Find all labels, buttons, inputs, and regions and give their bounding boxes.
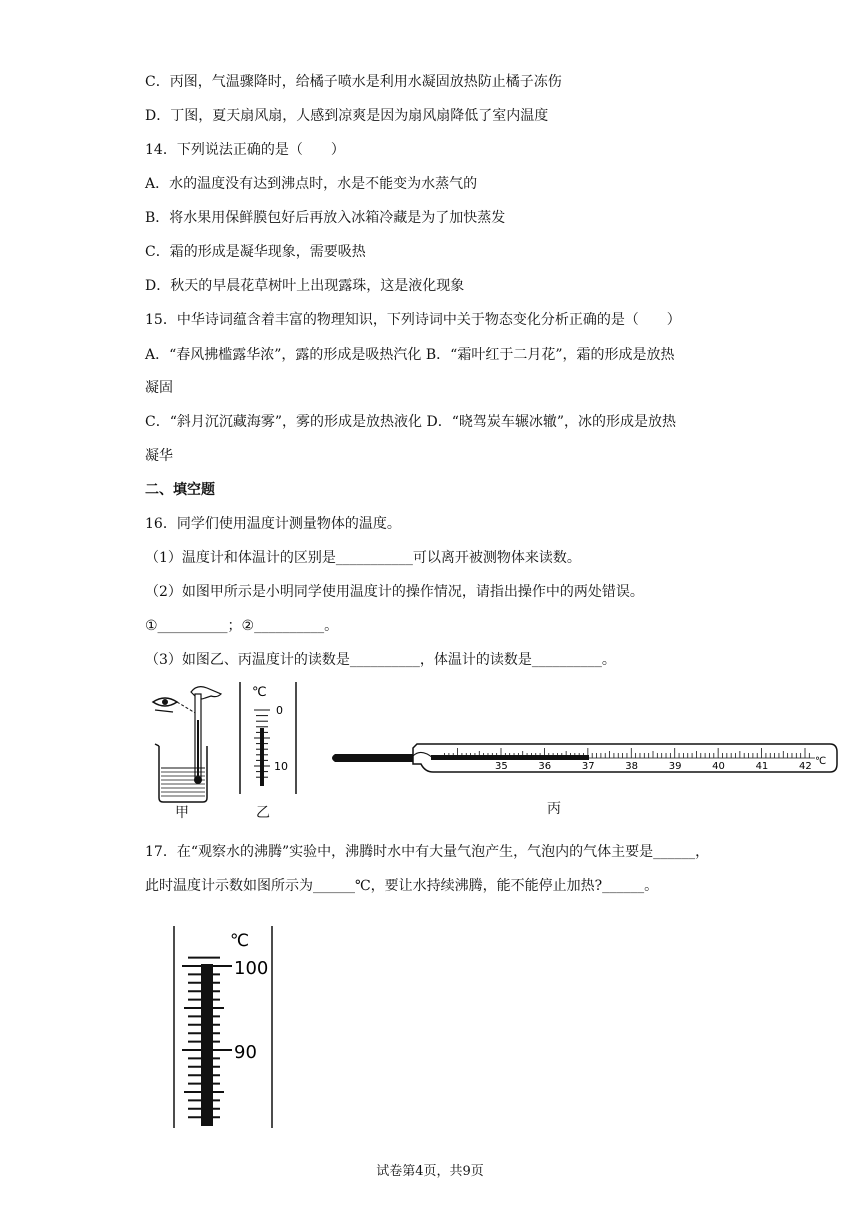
thermometer-90-100 [168, 924, 288, 1130]
question-16-part-3: （3）如图乙、丙温度计的读数是__________，体温计的读数是__________。 [145, 652, 616, 668]
option-a-14: A．水的温度没有达到沸点时，水是不能变为水蒸气的 [145, 176, 478, 192]
option-c-14: C．霜的形成是凝华现象，需要吸热 [145, 244, 366, 260]
beaker-thermometer-diagram [145, 680, 235, 820]
q17-tick-90: 90 [234, 1042, 257, 1063]
yi-tick-0: 0 [276, 704, 283, 717]
clinical-thermometer [325, 728, 840, 784]
bing-tick-label: 40 [712, 761, 725, 772]
bing-tick-label: 36 [538, 761, 552, 772]
bing-tick-label: 35 [495, 761, 508, 772]
yi-tick-10: 10 [274, 760, 288, 773]
figure-jia [145, 680, 235, 820]
option-c-13: C．丙图，气温骤降时，给橘子喷水是利用水凝固放热防止橘子冻伤 [145, 74, 562, 90]
bing-tick-label: 41 [755, 761, 769, 772]
figure-yi-label: 乙 [256, 805, 270, 821]
options-ab-15-wrap: 凝固 [145, 380, 173, 396]
options-cd-15: C．“斜月沉沉藏海雾”，雾的形成是放热液化 D．“晓驾炭车辗冰辙”，冰的形成是放热 [145, 414, 677, 430]
page-footer: 试卷第4页，共9页 [376, 1164, 484, 1179]
question-17-stem-cont: 此时温度计示数如图所示为______℃，要让水持续沸腾，能不能停止加热?______。 [145, 878, 659, 894]
question-16-part-2-blanks: ①__________；②__________。 [145, 618, 339, 634]
bing-unit: ℃ [815, 756, 827, 767]
question-16-part-1: （1）温度计和体温计的区别是___________可以离开被测物体来读数。 [145, 550, 581, 566]
options-cd-15-wrap: 凝华 [145, 448, 173, 464]
yi-unit: ℃ [252, 685, 267, 700]
bing-tick-label: 38 [625, 761, 639, 772]
figure-bing [325, 728, 840, 828]
options-ab-15: A．“春风拂槛露华浓”，露的形成是吸热汽化 B．“霜叶红于二月花”，霜的形成是放热 [145, 347, 675, 363]
option-d-14: D．秋天的早晨花草树叶上出现露珠，这是液化现象 [145, 278, 465, 294]
q17-unit: ℃ [230, 931, 250, 951]
question-14-stem: 14．下列说法正确的是（ ） [145, 142, 345, 158]
question-16-stem: 16．同学们使用温度计测量物体的温度。 [145, 516, 401, 532]
figure-yi [232, 680, 302, 820]
bing-tick-label: 37 [581, 761, 595, 772]
question-15-stem: 15．中华诗词蕴含着丰富的物理知识，下列诗词中关于物态变化分析正确的是（ ） [145, 312, 681, 328]
thermometer-yi [232, 680, 302, 800]
option-b-14: B．将水果用保鲜膜包好后再放入冰箱冷藏是为了加快蒸发 [145, 210, 506, 226]
bing-tick-label: 39 [668, 761, 682, 772]
figure-q17-thermometer [168, 924, 288, 1130]
section-heading-fill-blank: 二、填空题 [145, 482, 215, 498]
bing-tick-label: 42 [799, 761, 812, 772]
figure-bing-label: 丙 [547, 801, 561, 817]
question-17-stem: 17．在“观察水的沸腾”实验中，沸腾时水中有大量气泡产生，气泡内的气体主要是______， [145, 844, 710, 860]
figure-jia-label: 甲 [175, 805, 189, 821]
q17-tick-100: 100 [234, 958, 269, 979]
option-d-13: D．丁图，夏天扇风扇，人感到凉爽是因为扇风扇降低了室内温度 [145, 108, 549, 124]
question-16-part-2: （2）如图甲所示是小明同学使用温度计的操作情况，请指出操作中的两处错误。 [145, 584, 644, 600]
